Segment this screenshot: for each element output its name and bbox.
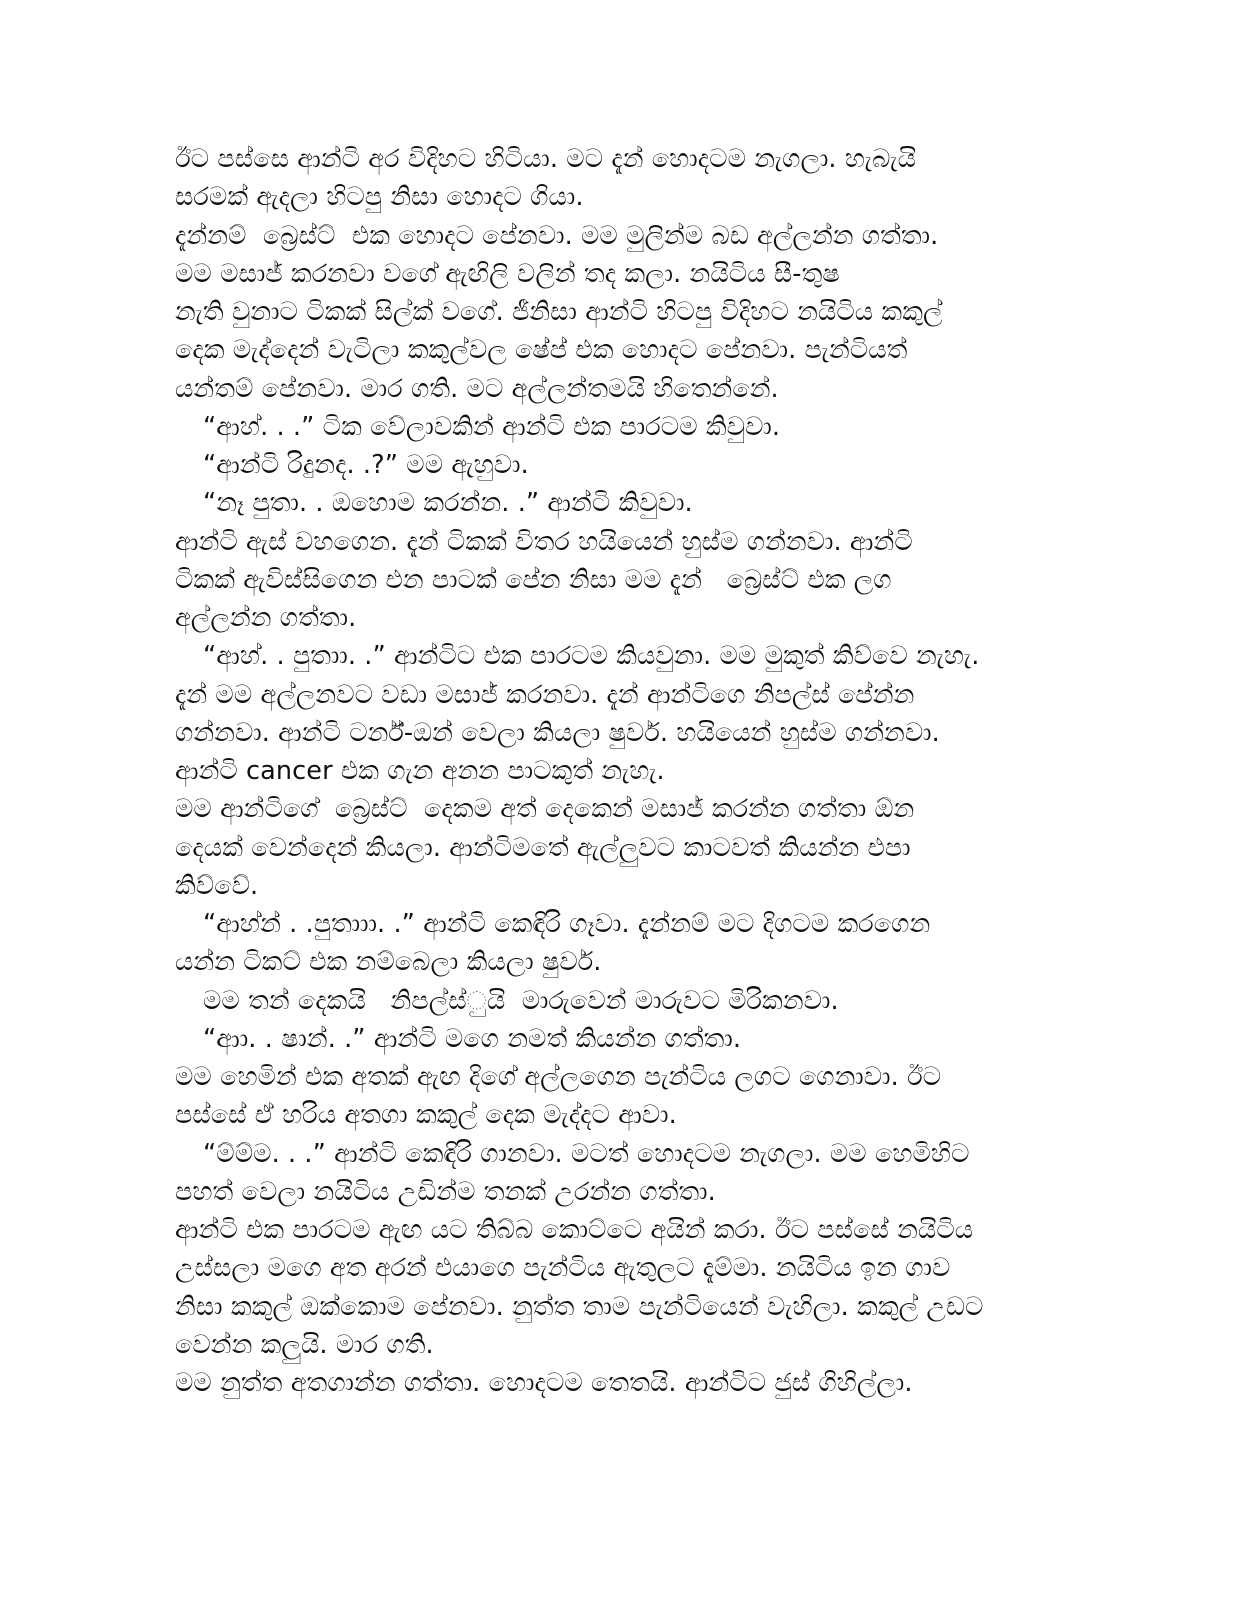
text-line: මම ආන්ටිගේ බ්‍රෙස්ට් දෙකම අත් දෙකෙන් මසාජ් කරන්න ගත්තා ඕන (175, 794, 915, 825)
text-line: යන්තම් පේනවා. මාර ගති. මට අල්ලන්තමයි හිතෙන්නේ. (175, 373, 779, 404)
text-line: “ආහ්න් . .පුතාාා. .” ආන්ටි කෙඳිරි ගෑවා. දැන්නම් මට දිගටම කරගෙන (203, 909, 931, 939)
text-line: සරමක් ඇදලා හිටපු නිසා හොදට ගියා. (175, 182, 584, 213)
text-line: දෙක මැද්දෙන් වැටිලා කකුල්වල ෂේප් එක හොදට පේනවා. පැන්ටියත් (175, 335, 908, 366)
text-line: යන්න ටිකට් එක නම්බෙලා කියලා ෂුවර්. (175, 947, 602, 978)
text-line: වෙන්න කලුයි. මාර ගති. (175, 1329, 434, 1360)
text-line: නැති වුනාට ටිකක් සිල්ක් වගේ. ජීනිසා ආන්ටි හිටපු විදිහට නයිටිය කකුල් (175, 297, 943, 327)
text-line: දැන් මම අල්ලනවට වඩා මසාජ් කරනවා. දැන් ආන්ටිගෙ නිපල්ස් පේන්න (175, 679, 915, 710)
text-line: “ආා. . ෂාන්. .” ආන්ටි මගෙ නමත් කියන්න ගත්තා. (203, 1023, 742, 1054)
text-line: මම හෙමින් එක අතක් ඇඟ දිගේ අල්ලගෙන පැන්ටිය ලගට ගෙනාවා. ඊට (175, 1062, 942, 1092)
text-line: ටිකක් ඇවිස්සිගෙන එන පාටක් පේන නිසා මම දැන් බ්‍රෙස්ට් එක ලග (175, 564, 892, 595)
text-line: අල්ලන්න ගත්තා. (175, 603, 357, 633)
text-line: දෙයක් වෙන්දෙන් කියලා. ආන්ටිමතේ ඇල්ලුවට කාටවත් කියන්න එපා (175, 832, 911, 863)
document-text-body (175, 140, 1062, 1402)
text-line: “ආන්ටි රිදුනද. .?” මම ඇහුවා. (203, 450, 529, 480)
text-line: මම තන් දෙකයි නිපල්ස්ුයි මාරුවෙන් මාරුවට මිරිකනවා. (203, 985, 839, 1016)
text-line: “ආහ්. . .” ටික වේලාවකින් ආන්ටි එක පාරටම කිවුවා. (203, 411, 781, 442)
text-line: මම නුත්ත අතගාන්න ගත්තා. හොදටම තෙතයි. ආන්ටිට ජුස් ගිහිල්ලා. (175, 1368, 913, 1398)
text-line: “ම්ම්ම. . .” ආන්ටි කෙඳිරි ගානවා. මටත් හොදටම නැගලා. මම හෙමිහිට (203, 1138, 970, 1169)
text-line: ඊට පස්සෙ ආන්ටි අර විදිහට හිටියා. මට දැන් හොදටම නැගලා. හැබැයි (175, 144, 917, 174)
text-line: දැන්නම් බ්‍රෙස්ට් එක හොදට පේනවා. මම මුලින්ම බඩ අල්ලන්න ගත්තා. (175, 220, 939, 251)
text-line: උස්සලා මගෙ අත අරන් එයාගෙ පැන්ටිය ඇතුලට දැම්මා. නයිටිය ඉන ගාව (175, 1253, 951, 1284)
text-line: කිව්වේ. (175, 870, 259, 901)
text-line: මම මසාජ් කරනවා වගේ ඇඟිලි වලින් තද කලා. නයිටිය සී-තුෂ (175, 258, 840, 289)
text-line: ආන්ටි cancer එක ගැන අනන පාටකුත් නැහැ. (175, 756, 665, 786)
text-line: ආන්ටි එක පාරටම ඇඟ යට තිබ්බ කොට්ටෙ අයින් කරා. ඊට පස්සේ නයිටිය (175, 1215, 974, 1245)
text-line: පස්සේ ඒ හරිය අතගා කකුල් දෙක මැද්දට ආවා. (175, 1100, 677, 1131)
text-line: “නෑ පුතා. . ඔහොම කරන්න. .” ආන්ටි කිවුවා. (203, 488, 693, 519)
text-line: ගන්නවා. ආන්ටි ටර්න්-ඔන් වෙලා කියලා ෂුවර්. හයියෙන් හුස්ම ගන්නවා. (175, 717, 940, 748)
text-line: පහත් වෙලා නයිටිය උඩින්ම තනක් උරන්න ගත්තා. (175, 1176, 716, 1207)
text-line: නිසා කකුල් ඔක්කොම පේනවා. නුත්ත තාම පැන්ටියෙන් වැහිලා. කකුල් උඩට (175, 1291, 984, 1322)
text-line: ආන්ටි ඇස් වහගෙන. දැන් ටිකක් විතර හයියෙන් හුස්ම ගන්නවා. ආන්ටි (175, 526, 913, 557)
text-line: “ආහ්. . පුතාා. .” ආන්ටිට එක පාරටම කියවුනා. මම මුකුත් කිව්වෙ නැහැ. (203, 641, 980, 672)
